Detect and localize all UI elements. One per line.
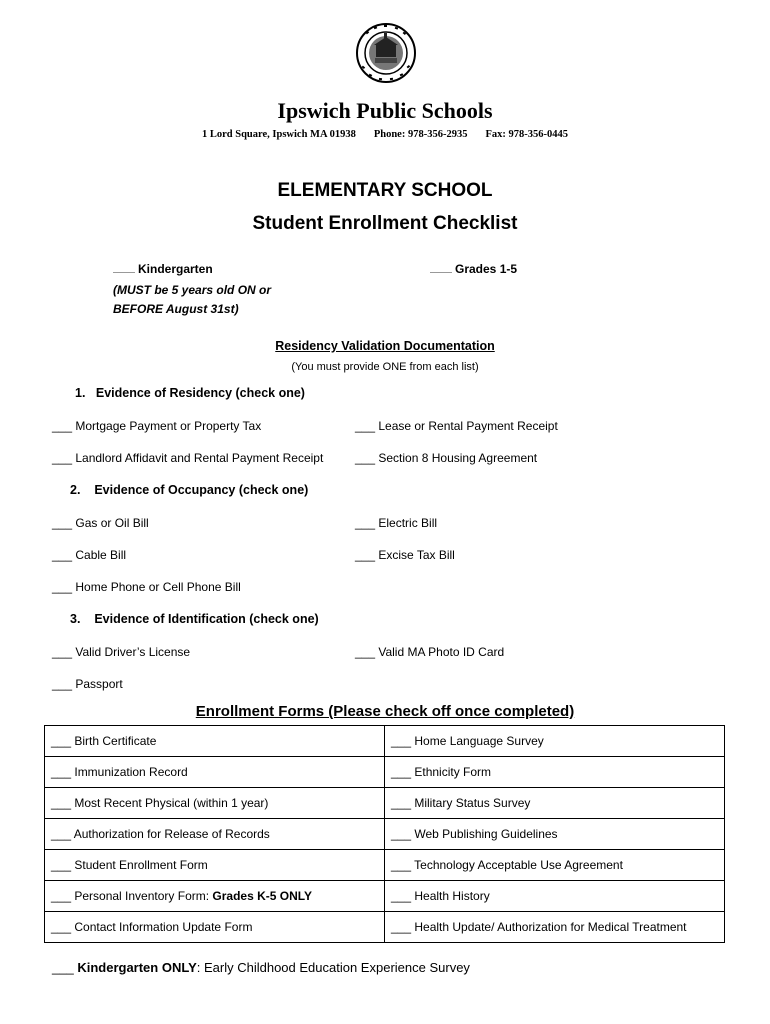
mortgage-payment-item[interactable]: ___ Mortgage Payment or Property Tax bbox=[52, 419, 262, 433]
lease-rental-item[interactable]: ___ Lease or Rental Payment Receipt bbox=[355, 419, 558, 433]
cable-bill-item[interactable]: ___ Cable Bill bbox=[52, 548, 127, 562]
enrollment-forms-title: Enrollment Forms (Please check off once completed) bbox=[195, 703, 575, 720]
table-row bbox=[45, 757, 725, 788]
title-line-1: ELEMENTARY SCHOOL bbox=[277, 180, 493, 201]
table-row bbox=[45, 850, 725, 881]
table-row bbox=[45, 819, 725, 850]
final-blank[interactable]: ___ bbox=[52, 960, 74, 975]
student-enrollment-form-item[interactable]: ___ Student Enrollment Form bbox=[45, 850, 385, 881]
survey-label: : Early Childhood Education Experience Survey bbox=[196, 960, 470, 975]
contact-line bbox=[0, 129, 770, 140]
phone: Phone: 978-356-2935 bbox=[373, 129, 468, 140]
section-1-heading: 1. Evidence of Residency (check one) bbox=[75, 386, 305, 400]
enrollment-forms-table bbox=[44, 725, 725, 943]
grades-k5-only-note: Grades K-5 ONLY bbox=[212, 889, 313, 903]
grades-1-5-option[interactable] bbox=[430, 262, 517, 276]
section-8-item[interactable]: ___ Section 8 Housing Agreement bbox=[355, 451, 538, 465]
residency-note: (You must provide ONE from each list) bbox=[291, 361, 479, 373]
contact-info-update-item[interactable]: ___ Contact Information Update Form bbox=[45, 912, 385, 943]
table-row bbox=[45, 912, 725, 943]
immunization-record-item[interactable]: ___ Immunization Record bbox=[45, 757, 385, 788]
phone-bill-item[interactable]: ___ Home Phone or Cell Phone Bill bbox=[52, 580, 241, 594]
kindergarten-only-survey-item[interactable] bbox=[52, 960, 470, 975]
table-row bbox=[45, 881, 725, 912]
personal-inventory-form-item[interactable]: ___ Personal Inventory Form: Grades K-5 ONLY bbox=[45, 881, 385, 912]
section-3-heading: 3. Evidence of Identification (check one) bbox=[70, 612, 319, 626]
drivers-license-item[interactable]: ___ Valid Driver’s License bbox=[52, 645, 191, 659]
fax: Fax: 978-356-0445 bbox=[485, 129, 568, 140]
title-line-2: Student Enrollment Checklist bbox=[252, 213, 518, 234]
web-publishing-guidelines-item[interactable]: ___ Web Publishing Guidelines bbox=[385, 819, 725, 850]
recent-physical-item[interactable]: ___ Most Recent Physical (within 1 year) bbox=[45, 788, 385, 819]
kindergarten-option[interactable] bbox=[113, 262, 213, 276]
gas-oil-bill-item[interactable]: ___ Gas or Oil Bill bbox=[52, 516, 149, 530]
electric-bill-item[interactable]: ___ Electric Bill bbox=[355, 516, 438, 530]
birth-certificate-item[interactable]: ___ Birth Certificate bbox=[45, 726, 385, 757]
table-row bbox=[45, 726, 725, 757]
excise-tax-bill-item[interactable]: ___ Excise Tax Bill bbox=[355, 548, 455, 562]
school-seal-logo bbox=[355, 22, 417, 84]
kindergarten-requirement: (MUST be 5 years old ON or BEFORE August 31st) bbox=[113, 283, 272, 316]
school-name: Ipswich Public Schools bbox=[277, 98, 493, 123]
release-of-records-item[interactable]: ___ Authorization for Release of Records bbox=[45, 819, 385, 850]
military-status-survey-item[interactable]: ___ Military Status Survey bbox=[385, 788, 725, 819]
ma-photo-id-item[interactable]: ___ Valid MA Photo ID Card bbox=[355, 645, 505, 659]
grades-1-5-label: Grades 1-5 bbox=[455, 262, 518, 276]
home-language-survey-item[interactable]: ___ Home Language Survey bbox=[385, 726, 725, 757]
passport-item[interactable]: ___ Passport bbox=[52, 677, 123, 691]
kindergarten-blank[interactable] bbox=[113, 272, 135, 273]
health-history-item[interactable]: ___ Health History bbox=[385, 881, 725, 912]
residency-title: Residency Validation Documentation bbox=[275, 339, 495, 353]
landlord-affidavit-item[interactable]: ___ Landlord Affidavit and Rental Payment Receipt bbox=[52, 451, 324, 465]
address: 1 Lord Square, Ipswich MA 01938 bbox=[202, 129, 356, 140]
section-2-heading: 2. Evidence of Occupancy (check one) bbox=[70, 483, 309, 497]
ethnicity-form-item[interactable]: ___ Ethnicity Form bbox=[385, 757, 725, 788]
health-update-authorization-item[interactable]: ___ Health Update/ Authorization for Medical Treatment bbox=[385, 912, 725, 943]
grades-1-5-blank[interactable] bbox=[430, 272, 452, 273]
kindergarten-only-label: Kindergarten ONLY bbox=[77, 960, 197, 975]
technology-use-agreement-item[interactable]: ___ Technology Acceptable Use Agreement bbox=[385, 850, 725, 881]
kindergarten-label: Kindergarten bbox=[138, 262, 213, 276]
table-row bbox=[45, 788, 725, 819]
